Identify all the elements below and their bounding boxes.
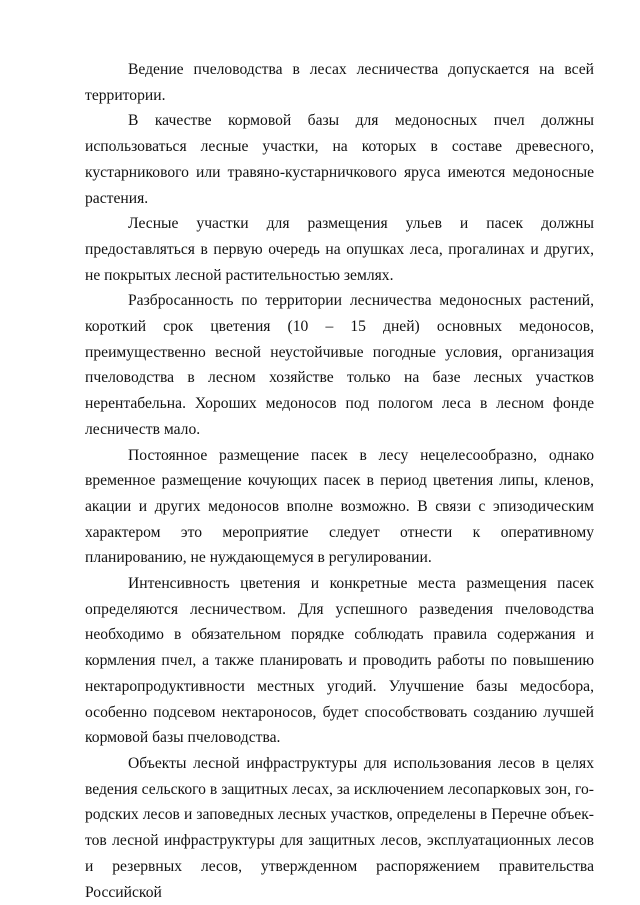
paragraph-temporary-apiaries: Постоянное размещение пасек в лесу нецелесообразно, однако временное размещение кочующих пасек в период цветения липы, кленов, акации и других медоносов вполне возможно. В связи с эпизодическим характером это мероприятие следует отнести к оперативному планированию, не нуждающемуся в регулировании. [85, 446, 594, 567]
document-body [85, 57, 594, 905]
paragraph-forest-infrastructure: Объекты лесной инфраструктуры для использования лесов в целях ведения сельского в защитных лесах, за исключением лесопарковых зон, городских лесов и заповедных лесных участков, определены в Перечне объектов лесной инфраструктуры для защитных лесов, эксплуатационных лесов и резервных лесов, утвержденном распоряжением правительства Российской [85, 754, 594, 901]
paragraph-forage-base: В качестве кормовой базы для медоносных пчел должны использоваться лесные участки, на которых в составе древесного, кустарникового или травяно-кустарничкового яруса имеются медоносные растения. [85, 112, 594, 207]
paragraph-honey-plants-dispersion: Разбросанность по территории лесничества медоносных растений, короткий срок цветения (10 – 15 дней) основных медоносов, преимущественно весной неустойчивые погодные условия, организация пчеловодства в лесном хозяйстве только на базе лесных участков нерентабельна. Хороших медоносов под пологом леса в лесном фонде лесничеств мало. [85, 292, 594, 438]
paragraph-beekeeping-territory: Ведение пчеловодства в лесах лесничества допускается на всей территории. [85, 61, 594, 104]
paragraph-flowering-intensity: Интенсивность цветения и конкретные места размещения пасек определяются лесничеством. Для успешного разведения пчеловодства необходимо в обязательном порядке соблюдать правила содержания и кормления пчел, а также планировать и проводить работы по повышению нектаропродуктивности местных угодий. Улучшение базы медосбора, особенно подсевом нектароносов, будет способствовать созданию лучшей кормовой базы пчеловодства. [85, 575, 594, 747]
paragraph-hive-placement: Лесные участки для размещения ульев и пасек должны предоставляться в первую очередь на опушках леса, прогалинах и других, не покрытых лесной растительностью землях. [85, 215, 594, 284]
